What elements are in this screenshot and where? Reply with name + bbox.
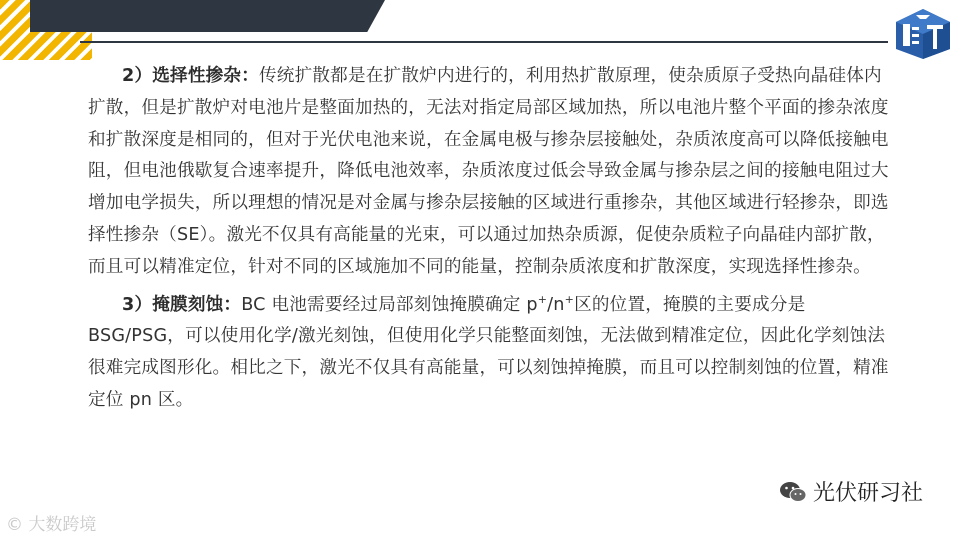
cube-logo-icon xyxy=(892,7,954,61)
section-body-slash: /n xyxy=(547,294,565,315)
header-title-bar xyxy=(30,0,385,32)
section-body-part2: 区的位置，掩膜的主要成分是 BSG/PSG，可以使用化学/激光刻蚀，但使用化学只能整面刻蚀，无法做到精准定位，因此化学刻蚀法很难完成图形化。相比之下，激光不仅具有高能量，可以刻蚀掉掩膜，而且可以控制刻蚀的位置，精准定位 pn 区。 xyxy=(88,294,889,410)
wechat-icon xyxy=(779,480,807,504)
section-mask-etching xyxy=(88,290,898,417)
wechat-watermark xyxy=(775,476,927,507)
watermark-right-text: 光伏研习社 xyxy=(813,481,924,506)
section-heading: 3）掩膜刻蚀： xyxy=(122,294,242,315)
header-divider xyxy=(80,41,888,43)
section-body: 传统扩散都是在扩散炉内进行的，利用热扩散原理，使杂质原子受热向晶硅体内扩散，但是扩散炉对电池片是整面加热的，无法对指定局部区域加热，所以电池片整个平面的掺杂浓度和扩散深度是相同的，但对于光伏电池来说，在金属电极与掺杂层接触处，杂质浓度高可以降低接触电阻，但电池俄歇复合速率提升，降低电池效率，杂质浓度过低会导致金属与掺杂层之间的接触电阻过大增加电学损失，所以理想的情况是对金属与掺杂层接触的区域进行重掺杂，其他区域进行轻掺杂，即选择性掺杂（SE）。激光不仅具有高能量的光束，可以通过加热杂质源，促使杂质粒子向晶硅内部扩散，而且可以精准定位，针对不同的区域施加不同的能量，控制杂质浓度和扩散深度，实现选择性掺杂。 xyxy=(88,66,889,277)
superscript-plus: + xyxy=(564,292,575,306)
main-content xyxy=(88,61,898,417)
section-selective-doping xyxy=(88,61,898,284)
watermark-left: © 大数跨境 xyxy=(6,515,97,535)
section-body-part1: BC 电池需要经过局部刻蚀掩膜确定 p xyxy=(241,294,538,315)
section-heading: 2）选择性掺杂： xyxy=(122,66,259,86)
superscript-plus: + xyxy=(537,292,548,306)
